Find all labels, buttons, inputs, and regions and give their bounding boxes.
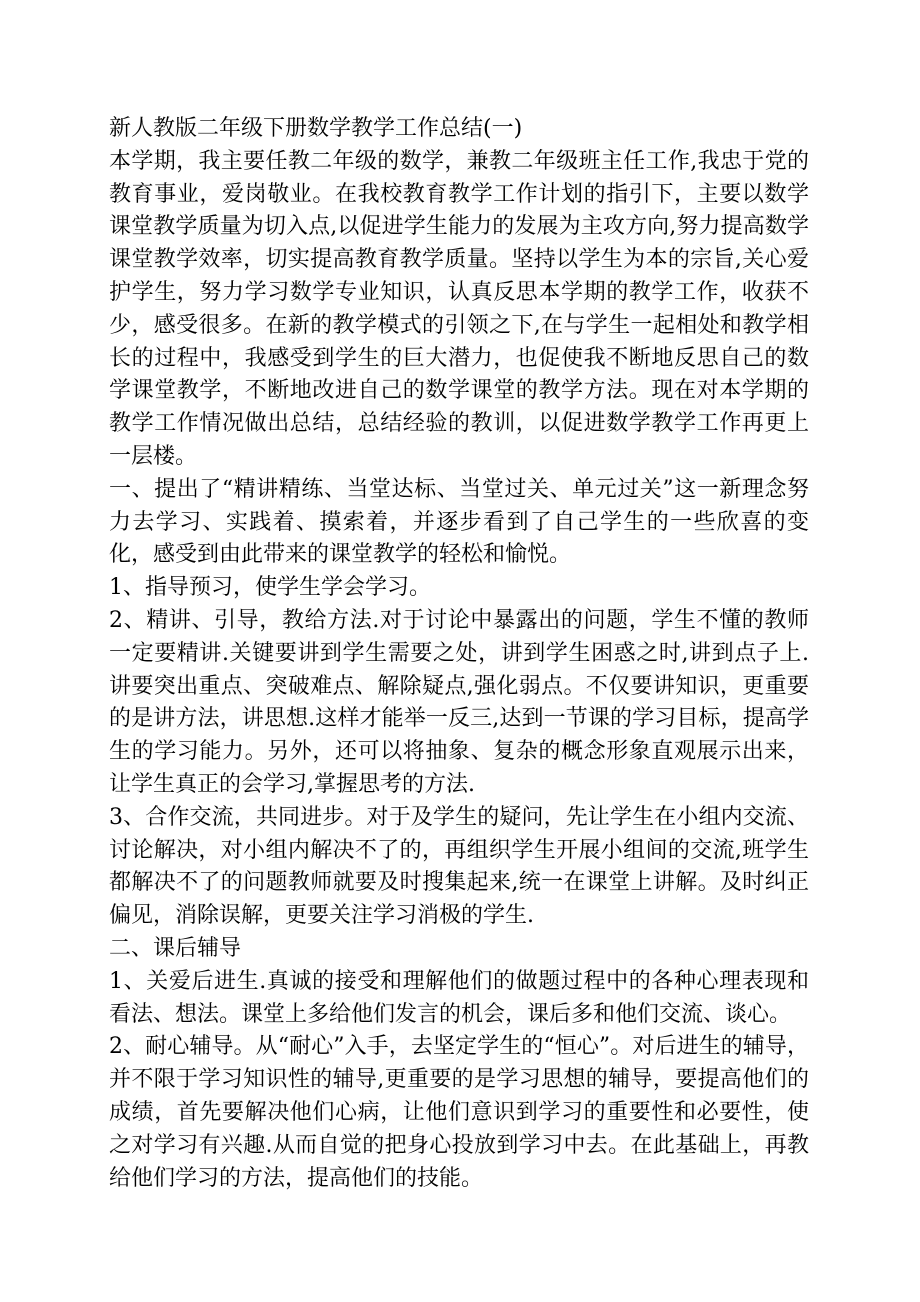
paragraph-item-3: 3、合作交流，共同进步。对于及学生的疑问，先让学生在小组内交流、讨论解决，对小组内解决不了的，再组织学生开展小组间的交流,班学生都解决不了的问题教师就要及时搜集起来,统一在课堂上讲解。及时纠正偏见，消除误解，更要关注学习消极的学生. (109, 804, 809, 929)
paragraph-section-two: 二、课后辅导 (109, 935, 242, 961)
document-title: 新人教版二年级下册数学教学工作总结(一) (109, 116, 523, 141)
paragraph-item-2: 2、精讲、引导，教给方法.对于讨论中暴露出的问题，学生不懂的教师一定要精讲.关键要讲到学生需要之处，讲到学生困惑之时,讲到点子上.讲要突出重点、突破难点、解除疑点,强化弱点。不仅要讲知识，更重要的是讲方法，讲思想.这样才能举一反三,达到一节课的学习目标，提高学生的学习能力。另外，还可以将抽象、复杂的概念形象直观展示出来，让学生真正的会学习,掌握思考的方法. (109, 607, 809, 797)
paragraph-item-2-1: 1、关爱后进生.真诚的接受和理解他们的做题过程中的各种心理表现和看法、想法。课堂上多给他们发言的机会，课后多和他们交流、谈心。 (109, 968, 809, 1027)
paragraph-item-2-2: 2、耐心辅导。从“耐心”入手，去坚定学生的“恒心”。对后进生的辅导，并不限于学习知识性的辅导,更重要的是学习思想的辅导，要提高他们的成绩，首先要解决他们心病，让他们意识到学习的重要性和必要性，使之对学习有兴趣.从而自觉的把身心投放到学习中去。在此基础上，再教给他们学习的方法，提高他们的技能。 (109, 1034, 809, 1191)
paragraph-item-1: 1、指导预习，使学生学会学习。 (109, 575, 431, 601)
paragraph-section-one: 一、提出了“精讲精练、当堂达标、当堂过关、单元过关”这一新理念努力去学习、实践着、摸索着，并逐步看到了自己学生的一些欣喜的变化，感受到由此带来的课堂教学的轻松和愉悦。 (109, 476, 809, 568)
paragraph-intro: 本学期，我主要任教二年级的数学，兼教二年级班主任工作,我忠于党的教育事业，爱岗敬业。在我校教育教学工作计划的指引下，主要以数学课堂教学质量为切入点,以促进学生能力的发展为主攻方向,努力提高数学课堂教学效率，切实提高教育教学质量。坚持以学生为本的宗旨,关心爱护学生，努力学习数学专业知识，认真反思本学期的教学工作，收获不少，感受很多。在新的教学模式的引领之下,在与学生一起相处和教学相长的过程中，我感受到学生的巨大潜力，也促使我不断地反思自己的数学课堂教学，不断地改进自己的数学课堂的教学方法。现在对本学期的教学工作情况做出总结，总结经验的教训，以促进数学教学工作再更上一层楼。 (109, 148, 809, 469)
document-body (109, 113, 809, 1195)
